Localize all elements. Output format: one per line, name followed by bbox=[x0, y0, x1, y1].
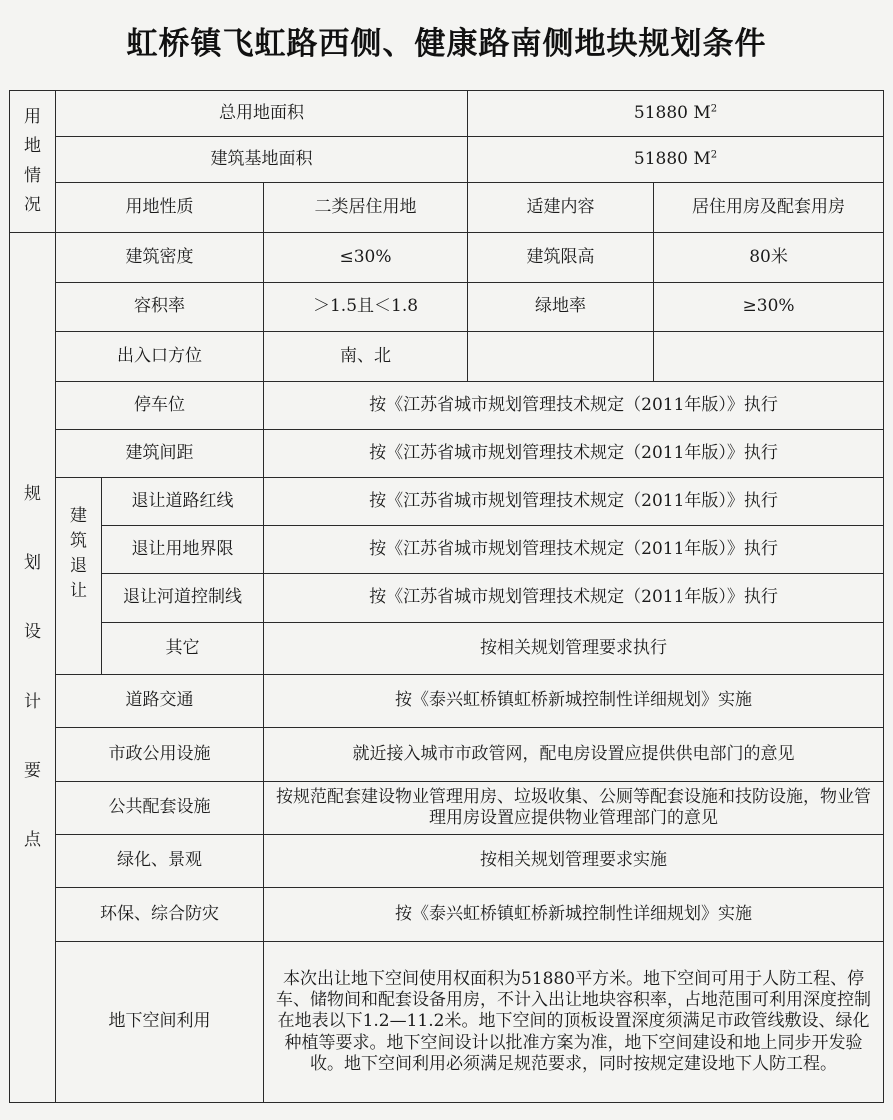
table-row bbox=[10, 283, 884, 332]
environment-value: 按《泰兴虹桥镇虹桥新城控制性详细规划》实施 bbox=[264, 888, 884, 942]
section-label-plan bbox=[10, 233, 56, 1103]
section-label-char: 筑 bbox=[70, 530, 87, 551]
section-label-setback bbox=[56, 478, 102, 675]
total-area-value: 51880 $M^2$ bbox=[468, 91, 884, 137]
setback-river-value: 按《江苏省城市规划管理技术规定（2011年版）》执行 bbox=[264, 574, 884, 623]
underground-value: 本次出让地下空间使用权面积为51880平方米。地下空间可用于人防工程、停车、储物间和配套设备用房，不计入出让地块容积率，占地范围可利用深度控制在地表以下1.2—11.2米。地下空间的顶板设置深度须满足市政管线敷设、绿化种植等要求。地下空间设计以批准方案为准，地下空间建设和地上同步开发验收。地下空间利用必须满足规范要求，同时按规定建设地下人防工程。 bbox=[264, 942, 884, 1103]
traffic-value: 按《泰兴虹桥镇虹桥新城控制性详细规划》实施 bbox=[264, 675, 884, 728]
page-title: 虹桥镇飞虹路西侧、健康路南侧地块规划条件 bbox=[126, 26, 767, 62]
far-value: ＞1.5且＜1.8 bbox=[264, 283, 468, 332]
planning-conditions-table bbox=[9, 90, 884, 1103]
spacing-label: 建筑间距 bbox=[56, 430, 264, 478]
underground-label: 地下空间利用 bbox=[56, 942, 264, 1103]
entrance-label: 出入口方位 bbox=[56, 332, 264, 382]
utilities-label: 市政公用设施 bbox=[56, 728, 264, 782]
table-row bbox=[10, 382, 884, 430]
height-limit-value: 80米 bbox=[654, 233, 884, 283]
table-row bbox=[10, 183, 884, 233]
height-limit-label: 建筑限高 bbox=[468, 233, 654, 283]
section-label-char: 情 bbox=[24, 165, 41, 186]
density-label: 建筑密度 bbox=[56, 233, 264, 283]
parking-label: 停车位 bbox=[56, 382, 264, 430]
table-row bbox=[10, 942, 884, 1103]
green-ratio-label: 绿地率 bbox=[468, 283, 654, 332]
table-row bbox=[10, 233, 884, 283]
setback-boundary-value: 按《江苏省城市规划管理技术规定（2011年版）》执行 bbox=[264, 526, 884, 574]
table-row bbox=[10, 623, 884, 675]
section-label-char: 规 bbox=[24, 483, 41, 504]
table-row bbox=[10, 137, 884, 183]
far-label: 容积率 bbox=[56, 283, 264, 332]
empty-cell bbox=[654, 332, 884, 382]
table-row bbox=[10, 835, 884, 888]
setback-river-label: 退让河道控制线 bbox=[102, 574, 264, 623]
base-area-label: 建筑基地面积 bbox=[56, 137, 468, 183]
setback-road-value: 按《江苏省城市规划管理技术规定（2011年版）》执行 bbox=[264, 478, 884, 526]
table-row bbox=[10, 675, 884, 728]
table-row bbox=[10, 526, 884, 574]
section-label-char: 建 bbox=[70, 505, 87, 526]
traffic-label: 道路交通 bbox=[56, 675, 264, 728]
section-label-char: 计 bbox=[24, 691, 41, 712]
section-label-char: 设 bbox=[24, 622, 41, 643]
table-row bbox=[10, 478, 884, 526]
section-label-char: 地 bbox=[24, 136, 41, 157]
table-row bbox=[10, 782, 884, 835]
section-label-char: 况 bbox=[24, 194, 41, 215]
environment-label: 环保、综合防灾 bbox=[56, 888, 264, 942]
setback-other-label: 其它 bbox=[102, 623, 264, 675]
density-value: ≤30% bbox=[264, 233, 468, 283]
land-use-value: 二类居住用地 bbox=[264, 183, 468, 233]
land-use-label: 用地性质 bbox=[56, 183, 264, 233]
entrance-value: 南、北 bbox=[264, 332, 468, 382]
table-row bbox=[10, 430, 884, 478]
table-row bbox=[10, 728, 884, 782]
allowed-content-value: 居住用房及配套用房 bbox=[654, 183, 884, 233]
table-row bbox=[10, 574, 884, 623]
table-row bbox=[10, 91, 884, 137]
section-label-char: 用 bbox=[24, 107, 41, 127]
setback-other-value: 按相关规划管理要求执行 bbox=[264, 623, 884, 675]
section-label-char: 让 bbox=[70, 581, 87, 602]
public-facilities-label: 公共配套设施 bbox=[56, 782, 264, 835]
total-area-label: 总用地面积 bbox=[56, 91, 468, 137]
section-label-char: 点 bbox=[24, 830, 41, 850]
section-label-char: 退 bbox=[70, 556, 87, 576]
greening-label: 绿化、景观 bbox=[56, 835, 264, 888]
spacing-value: 按《江苏省城市规划管理技术规定（2011年版）》执行 bbox=[264, 430, 884, 478]
section-label-char: 要 bbox=[24, 760, 41, 781]
allowed-content-label: 适建内容 bbox=[468, 183, 654, 233]
utilities-value: 就近接入城市市政管网，配电房设置应提供供电部门的意见 bbox=[264, 728, 884, 782]
section-label-land bbox=[10, 91, 56, 233]
setback-boundary-label: 退让用地界限 bbox=[102, 526, 264, 574]
empty-cell bbox=[468, 332, 654, 382]
setback-road-label: 退让道路红线 bbox=[102, 478, 264, 526]
parking-value: 按《江苏省城市规划管理技术规定（2011年版）》执行 bbox=[264, 382, 884, 430]
public-facilities-value: 按规范配套建设物业管理用房、垃圾收集、公厕等配套设施和技防设施，物业管理用房设置应提供物业管理部门的意见 bbox=[264, 782, 884, 835]
section-label-char: 划 bbox=[24, 553, 41, 573]
table-row bbox=[10, 332, 884, 382]
green-ratio-value: ≥30% bbox=[654, 283, 884, 332]
table-row bbox=[10, 888, 884, 942]
base-area-value: 51880 $M^2$ bbox=[468, 137, 884, 183]
greening-value: 按相关规划管理要求实施 bbox=[264, 835, 884, 888]
